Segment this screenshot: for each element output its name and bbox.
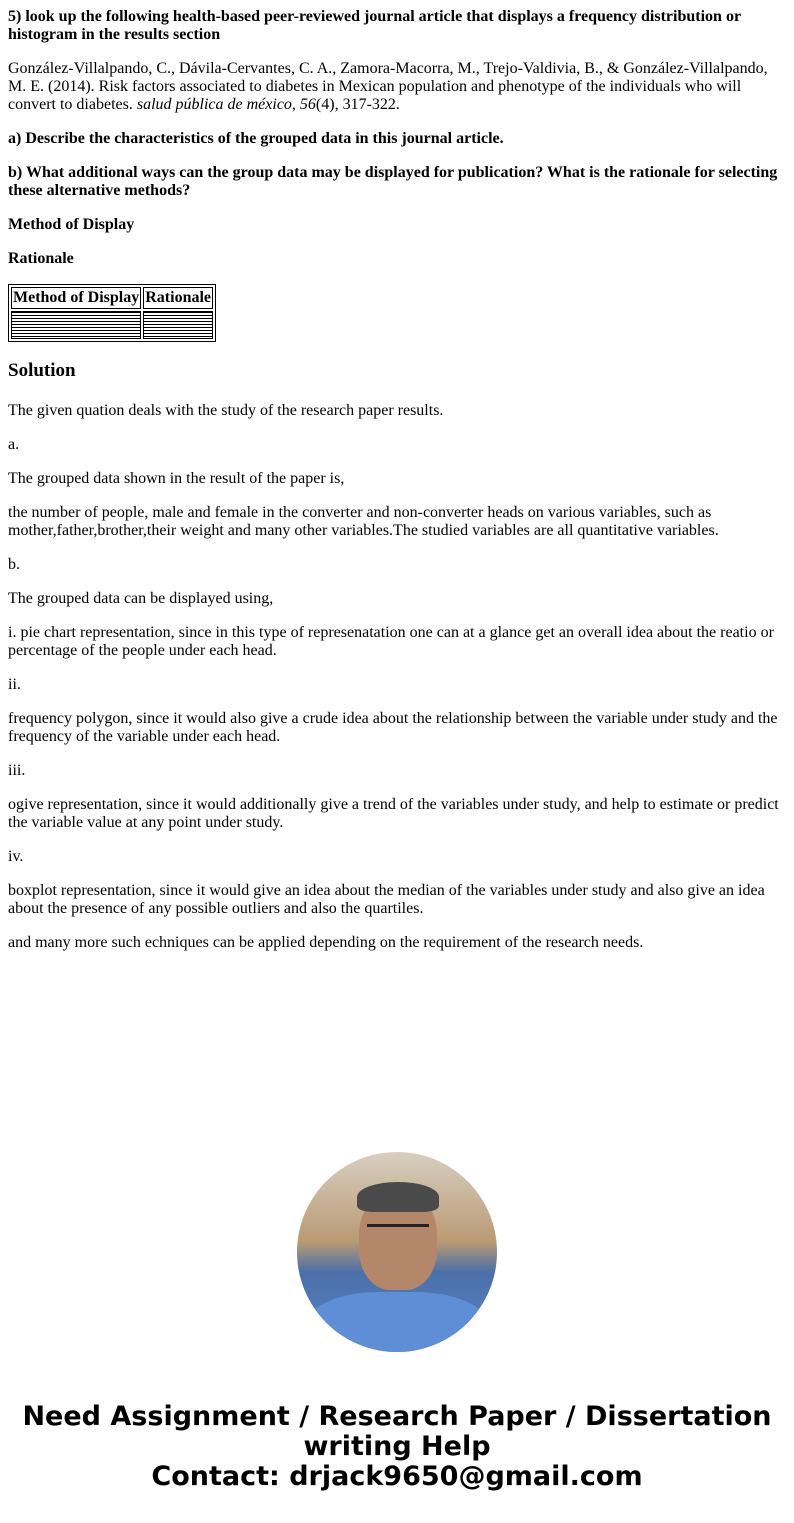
- solution-paragraph: iii.: [8, 762, 26, 779]
- solution-paragraph: The grouped data shown in the result of the paper is,: [8, 470, 345, 487]
- promo-line-2: writing Help: [303, 1431, 491, 1462]
- citation-prefix: González-Villalpando, C., Dávila-Cervantes, C. A., Zamora-Macorra, M., Trejo-Valdivia, B., & González-Villalpando, M. E. (2014). Risk factors associated to diabetes in Mexican population and phenotype of the individuals who will convert to diabetes.: [8, 60, 768, 113]
- promo-banner: [0, 1152, 794, 1492]
- solution-paragraph: the number of people, male and female in the converter and non-converter heads on various variables, such as mother,father,brother,their weight and many other variables.The studied variables are all quantitative variables.: [8, 504, 719, 539]
- table-header-rationale: Rationale: [143, 287, 213, 309]
- document-content: [8, 8, 786, 968]
- answer-table: [8, 284, 216, 342]
- citation-journal: salud pública de méxico: [136, 96, 292, 113]
- solution-paragraph: ogive representation, since it would additionally give a trend of the variables under study, and help to estimate or predict the variable value at any point under study.: [8, 796, 779, 831]
- answer-table-empty-rows: [11, 311, 213, 339]
- solution-paragraph: iv.: [8, 848, 24, 865]
- author-avatar: [297, 1152, 497, 1352]
- solution-paragraph: The grouped data can be displayed using,: [8, 590, 274, 607]
- question-title: 5) look up the following health-based peer-reviewed journal article that displays a frequency distribution or histogram in the results section: [8, 8, 741, 43]
- solution-paragraph: b.: [8, 556, 20, 573]
- part-b-question: b) What additional ways can the group data may be displayed for publication? What is the rationale for selecting these alternative methods?: [8, 164, 778, 199]
- table-cell-method: [11, 311, 141, 339]
- article-citation: [8, 60, 786, 114]
- answer-table-header-row: [11, 287, 213, 309]
- rationale-label: Rationale: [8, 250, 74, 267]
- solution-paragraph: frequency polygon, since it would also give a crude idea about the relationship between the variable under study and the frequency of the variable under each head.: [8, 710, 778, 745]
- citation-suffix: (4), 317-322.: [315, 96, 400, 113]
- promo-contact[interactable]: Contact: drjack9650@gmail.com: [151, 1461, 643, 1492]
- solution-heading: Solution: [8, 360, 76, 381]
- table-cell-rationale: [143, 311, 213, 339]
- solution-paragraph: and many more such echniques can be applied depending on the requirement of the research needs.: [8, 934, 644, 951]
- citation-volume: 56: [299, 96, 316, 113]
- solution-paragraph: boxplot representation, since it would give an idea about the median of the variables under study and also give an idea about the presence of any possible outliers and also the quartiles.: [8, 882, 765, 917]
- solution-paragraph: The given quation deals with the study of the research paper results.: [8, 402, 444, 419]
- citation-sep: ,: [291, 96, 300, 113]
- promo-text: [0, 1402, 794, 1492]
- solution-paragraph: a.: [8, 436, 20, 453]
- method-of-display-label: Method of Display: [8, 216, 135, 233]
- part-a-question: a) Describe the characteristics of the grouped data in this journal article.: [8, 130, 504, 147]
- table-header-method: Method of Display: [11, 287, 141, 309]
- solution-paragraph: ii.: [8, 676, 21, 693]
- promo-line-1: Need Assignment / Research Paper / Dissertation: [22, 1401, 772, 1432]
- solution-paragraph: i. pie chart representation, since in this type of represenatation one can at a glance get an overall idea about the reatio or percentage of the people under each head.: [8, 624, 774, 659]
- solution-body: [8, 402, 786, 952]
